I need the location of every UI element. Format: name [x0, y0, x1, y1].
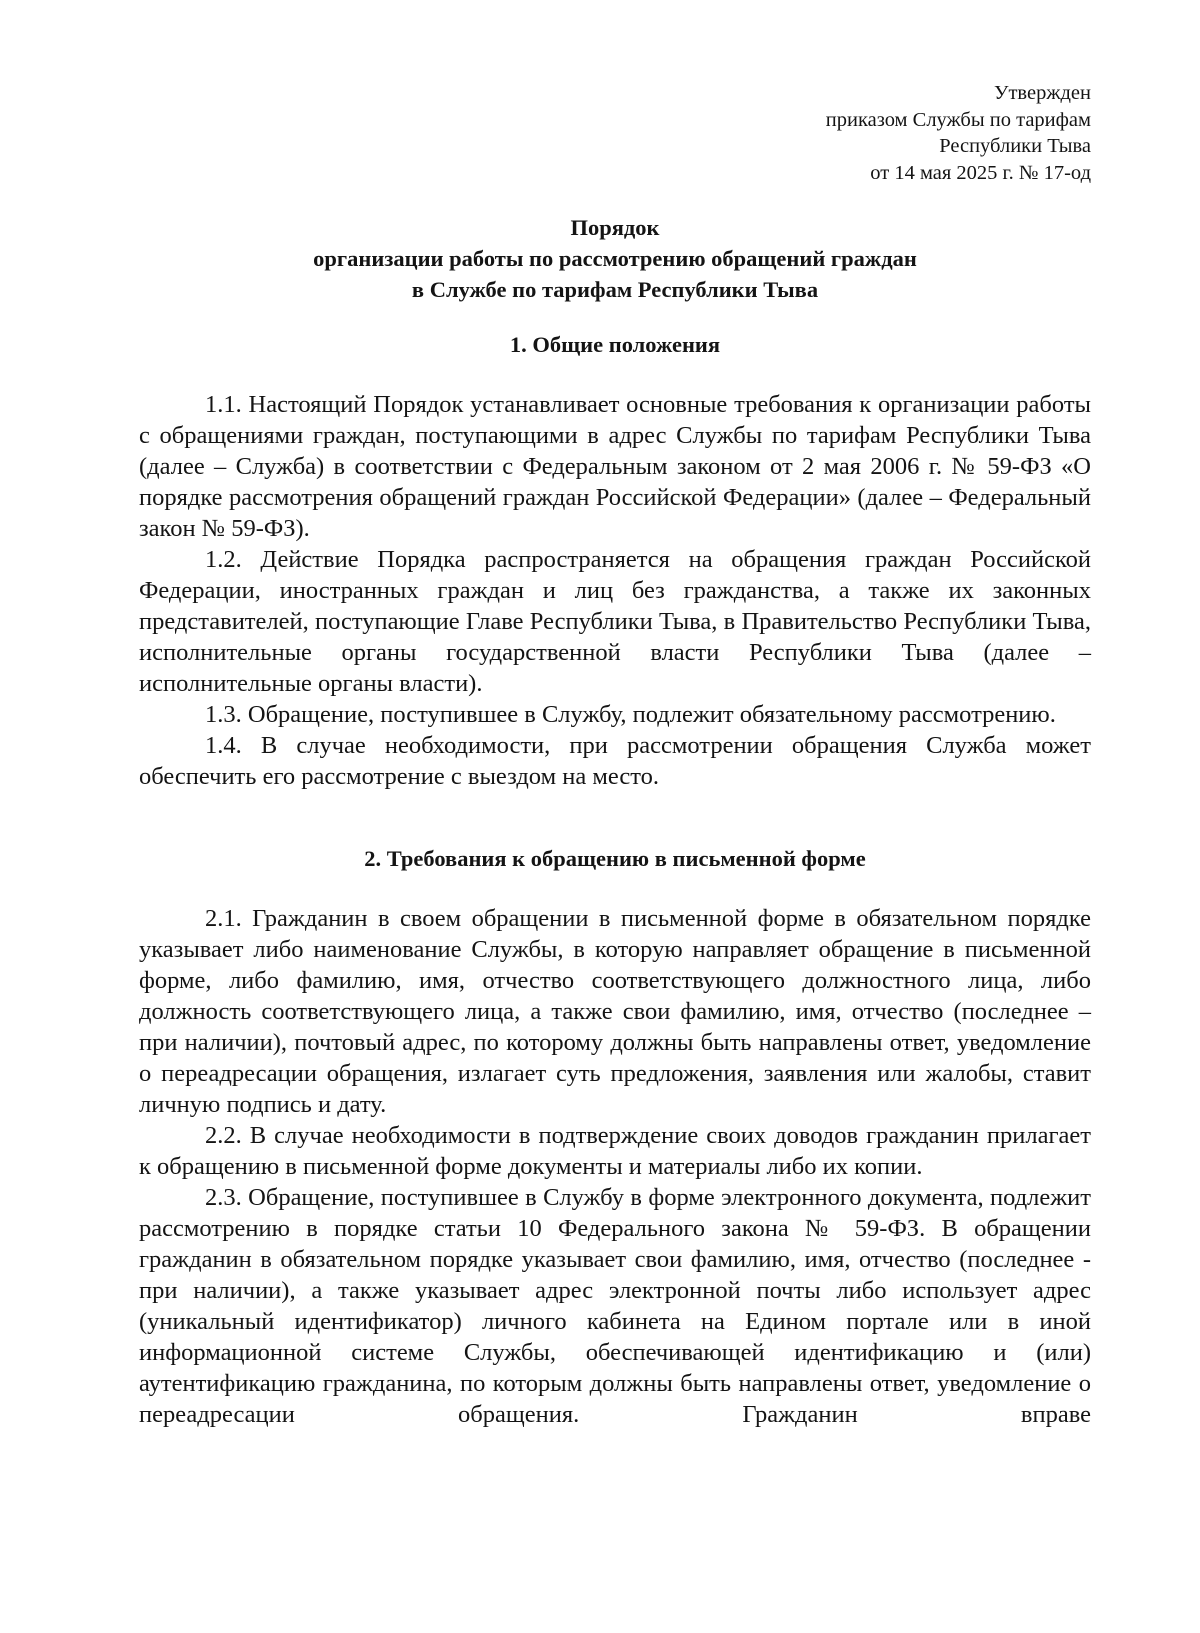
section-heading-general: 1. Общие положения [509, 332, 721, 357]
approval-line: от 14 мая 2025 г. № 17-од [870, 161, 1091, 184]
section-body-written-form [139, 903, 1091, 1430]
title-line: организации работы по рассмотрению обращений граждан [313, 246, 917, 271]
title-line: Порядок [570, 215, 660, 240]
paragraph: 2.3. Обращение, поступившее в Службу в форме электронного документа, подлежит рассмотрению в порядке статьи 10 Федерального закона № 59-ФЗ. В обращении гражданин в обязательном порядке указывает свои фамилию, имя, отчество (последнее - при наличии), а также указывает адрес электронной почты либо использует адрес (уникальный идентификатор) личного кабинета на Едином портале или в иной информационной системе Службы, обеспечивающей идентификацию и (или) аутентификацию гражданина, по которым должны быть направлены ответ, уведомление о переадресации обращения. Гражданин вправе [139, 1184, 1091, 1428]
approval-stamp [826, 80, 1091, 186]
approval-line: приказом Службы по тарифам [825, 108, 1091, 131]
document-title [139, 212, 1091, 305]
approval-line: Республики Тыва [939, 135, 1091, 157]
paragraph: 2.2. В случае необходимости в подтверждение своих доводов гражданин прилагает к обращению в письменной форме документы и материалы либо их копии. [139, 1122, 1091, 1180]
paragraph: 1.3. Обращение, поступившее в Службу, подлежит обязательному рассмотрению. [205, 701, 1056, 728]
section-body-general [139, 389, 1091, 792]
paragraph: 1.4. В случае необходимости, при рассмотрении обращения Служба может обеспечить его рассмотрение с выездом на место. [139, 732, 1091, 790]
paragraph: 1.2. Действие Порядка распространяется на обращения граждан Российской Федерации, иностранных граждан и лиц без гражданства, а также их законных представителей, поступающие Главе Республики Тыва, в Правительство Республики Тыва, исполнительные органы государственной власти Республики Тыва (далее – исполнительные органы власти). [139, 546, 1091, 697]
title-line: в Службе по тарифам Республики Тыва [411, 277, 819, 302]
section-heading-written-form: 2. Требования к обращению в письменной форме [364, 846, 866, 871]
approval-line: Утвержден [993, 82, 1091, 104]
paragraph: 2.1. Гражданин в своем обращении в письменной форме в обязательном порядке указывает либо наименование Службы, в которую направляет обращение в письменной форме, либо фамилию, имя, отчество соответствующего должностного лица, либо должность соответствующего лица, а также свои фамилию, имя, отчество (последнее – при наличии), почтовый адрес, по которому должны быть направлены ответ, уведомление о переадресации обращения, излагает суть предложения, заявления или жалобы, ставит личную подпись и дату. [139, 905, 1091, 1118]
paragraph: 1.1. Настоящий Порядок устанавливает основные требования к организации работы с обращениями граждан, поступающими в адрес Службы по тарифам Республики Тыва (далее – Служба) в соответствии с Федеральным законом от 2 мая 2006 г. № 59-ФЗ «О порядке рассмотрения обращений граждан Российской Федерации» (далее – Федеральный закон № 59-ФЗ). [139, 391, 1091, 542]
